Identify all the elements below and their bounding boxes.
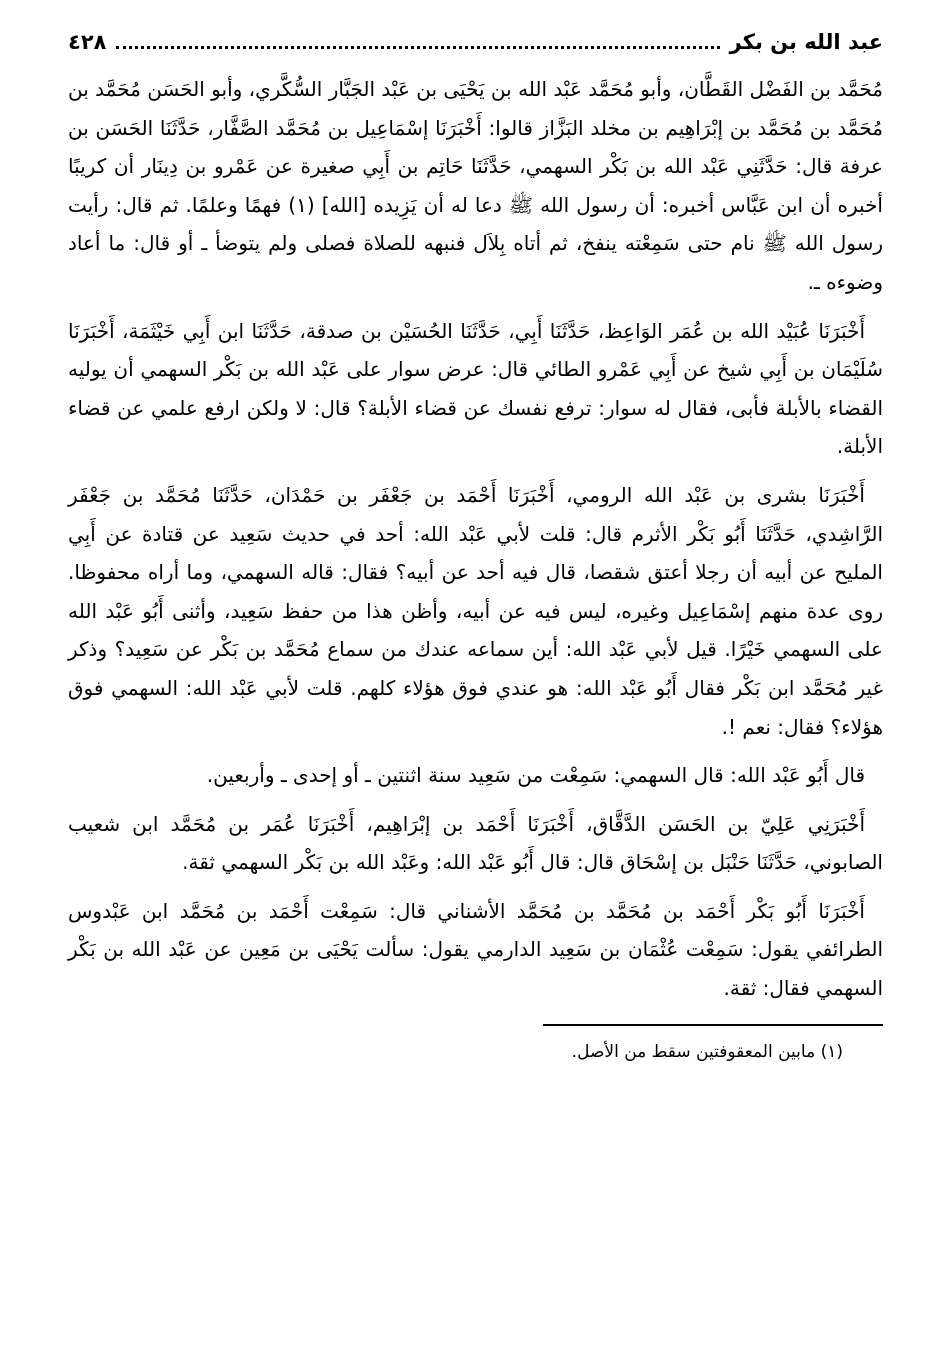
paragraph: أَخْبَرَنَا أَبُو بَكْر أَحْمَد بن مُحَمَّد بن مُحَمَّد الأشناني قال: سَمِعْت أَحْمَد بن مُحَمَّد ابن عَبْدوس الطرائفي يقول: سَمِعْت عُثْمَان بن سَعِيد الدارمي يقول: سألت يَحْيَى بن مَعِين عن عَبْد الله بن بَكْر السهمي فقال: ثقة. (68, 898, 883, 1001)
running-header (68, 30, 883, 70)
paragraph: أَخْبَرَنِي عَلِيّ بن الحَسَن الدَّقَّاق، أَخْبَرَنَا أَحْمَد بن إبْرَاهِيم، أَخْبَرَنَا عُمَر بن مُحَمَّد ابن شعيب الصابوني، حَدَّثَنَا حَنْبَل بن إسْحَاق قال: قال أَبُو عَبْد الله: وعَبْد الله بن بَكْر السهمي ثقة. (68, 811, 883, 875)
page-body (68, 70, 883, 1008)
footnote-separator (543, 1024, 883, 1026)
page-number: ٤٢٨ (68, 30, 107, 54)
paragraph: أَخْبَرَنَا بشرى بن عَبْد الله الرومي، أَخْبَرَنَا أَحْمَد بن جَعْفَر بن حَمْدَان، حَدَّثَنَا مُحَمَّد بن جَعْفَر الرَّاشِدي، حَدَّثَنَا أَبُو بَكْر الأثرم قال: قلت لأبي عَبْد الله: أحد في حديث سَعِيد عن قتادة عن أَبِي المليح عن أبيه أن رجلا أعتق شقصا، قال فيه أحد عن أبيه؟ فقال: قاله السهمي، وما أراه محفوظا. روى عدة منهم إسْمَاعِيل وغيره، ليس فيه عن أبيه، وأظن هذا من حفظ سَعِيد، وأثنى أَبُو عَبْد الله على السهمي خَيْرًا. قيل لأبي عَبْد الله: أين سماعه عندك من سماع مُحَمَّد بن بَكْر عن سَعِيد؟ وذكر غير مُحَمَّد ابن بَكْر فقال أَبُو عَبْد الله: هو عندي فوق هؤلاء كلهم. قلت لأبي عَبْد الله: السهمي فوق هؤلاء؟ فقال: نعم !. (68, 482, 883, 739)
paragraph: أَخْبَرَنَا عُبَيْد الله بن عُمَر الوَاعِظ، حَدَّثَنَا أَبِي، حَدَّثَنَا الحُسَيْن بن صدقة، حَدَّثَنَا ابن أَبِي خَيْثَمَة، أَخْبَرَنَا سُلَيْمَان بن أَبِي شيخ عن أَبِي عَمْرو الطائي قال: عرض سوار على عَبْد الله بن بَكْر السهمي أن يوليه القضاء بالأبلة فأبى، فقال له سوار: ترفع نفسك عن قضاء الأبلة؟ قال: لا ولكن ارفع علمي عن قضاء الأبلة. (68, 318, 883, 459)
footnote: (١) مابين المعقوفتين سقط من الأصل. (571, 1041, 843, 1062)
paragraph: قال أَبُو عَبْد الله: قال السهمي: سَمِعْت من سَعِيد سنة اثنتين ـ أو إحدى ـ وأربعين. (206, 763, 865, 788)
header-title: عبد الله بن بكر (729, 30, 883, 54)
header-dot-leader (116, 38, 719, 49)
paragraph: مُحَمَّد بن الفَضْل القَطَّان، وأبو مُحَمَّد عَبْد الله بن يَحْيَى بن عَبْد الجَبَّار السُّكَّري، وأبو الحَسَن مُحَمَّد بن مُحَمَّد بن مُحَمَّد بن إبْرَاهِيم بن مخلد البَزَّاز قالوا: أَخْبَرَنَا إسْمَاعِيل بن مُحَمَّد الصَّفَّار، حَدَّثَنَا الحَسَن بن عرفة قال: حَدَّثَنِي عَبْد الله بن بَكْر السهمي، حَدَّثَنَا حَاتِم بن أَبِي صغيرة عن عَمْرو بن دِينَار أن كريبًا أخبره أن ابن عَبَّاس أخبره: أن رسول الله ﷺ دعا له أن يَزِيده [الله] (١) فهمًا وعلمًا. ثم قال: رأيت رسول الله ﷺ نام حتى سَمِعْته ينفخ، ثم أتاه بِلاَل فنبهه للصلاة فصلى ولم يتوضأ ـ أو قال: ما أعاد وضوءه ـ. (68, 77, 883, 294)
